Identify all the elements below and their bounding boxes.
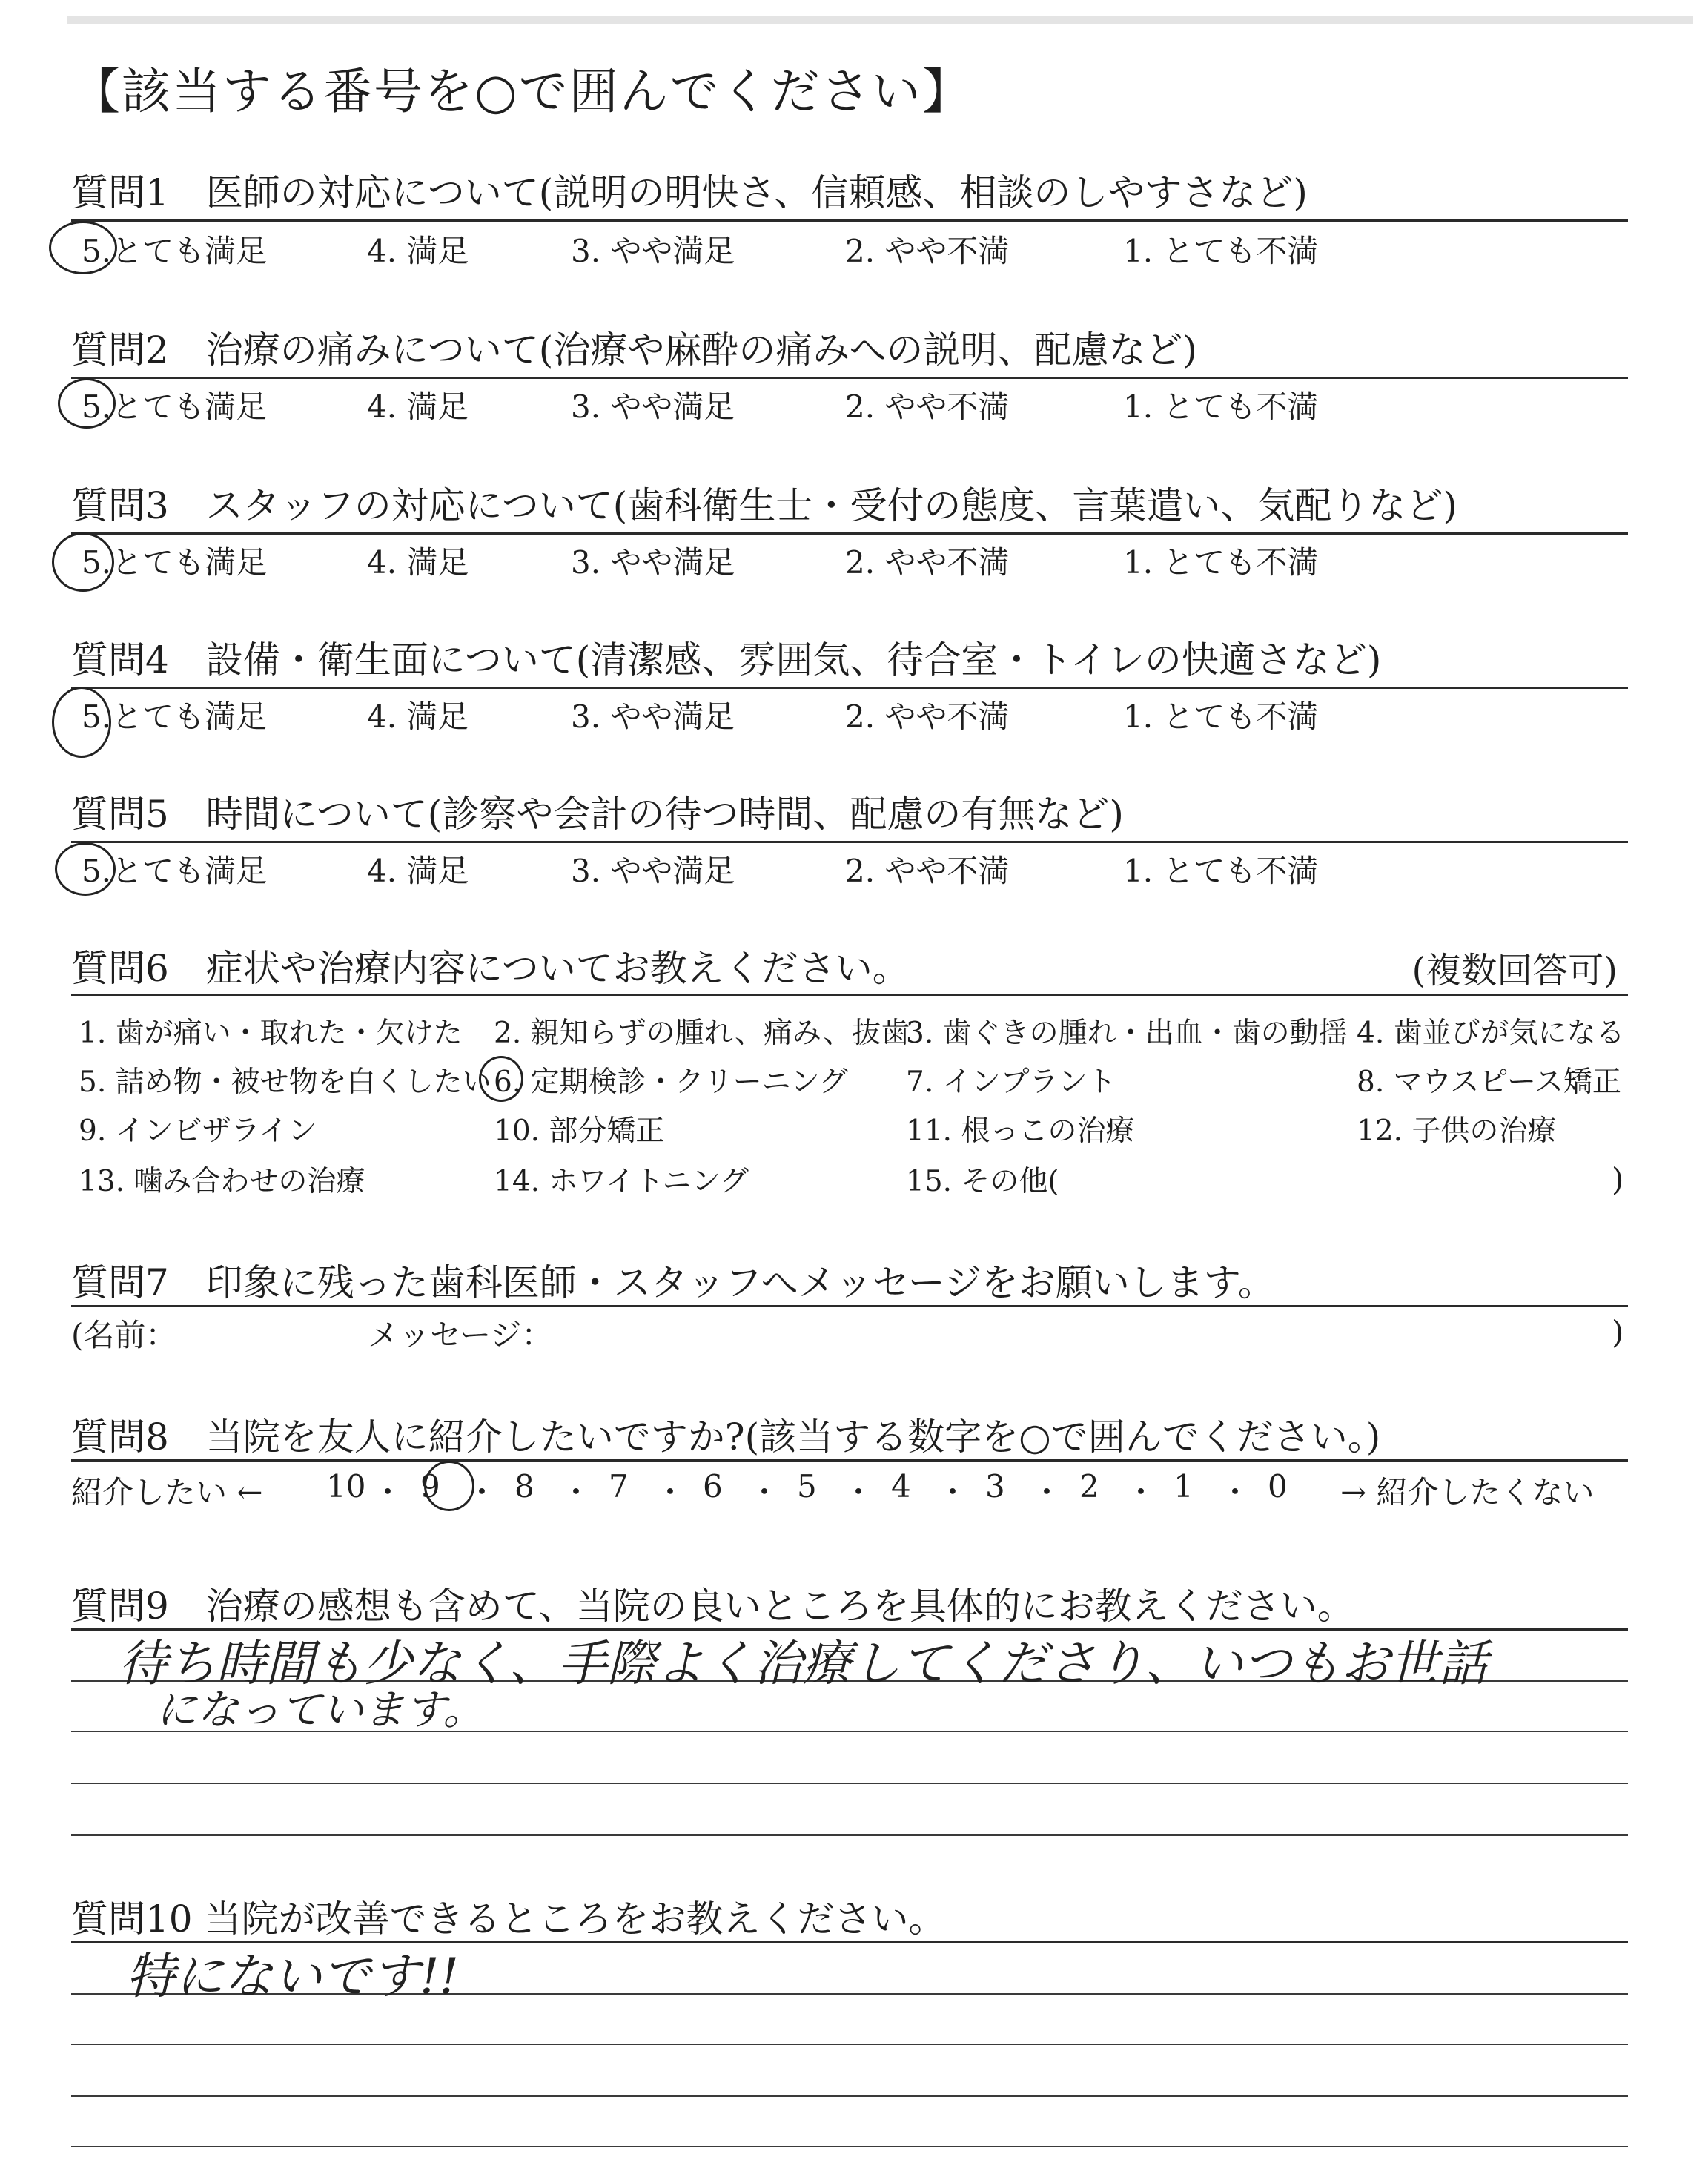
question-8-title: 質問8 当院を友人に紹介したいですか?(該当する数字を○で囲んでください。) xyxy=(71,1416,1381,1459)
q6-item-5[interactable]: 5. 詰め物・被せ物を白くしたい xyxy=(79,1066,491,1099)
question-5-title: 質問5 時間について(診察や会計の待つ時間、配慮の有無など) xyxy=(71,793,1124,836)
q1-option-4[interactable]: 4. 満足 xyxy=(367,233,469,269)
q6-item-13[interactable]: 13. 噛み合わせの治療 xyxy=(79,1165,365,1198)
q8-scale-separator: ・ xyxy=(1125,1474,1157,1510)
q6-item-1[interactable]: 1. 歯が痛い・取れた・欠けた xyxy=(79,1017,463,1050)
q8-scale-separator: ・ xyxy=(749,1474,781,1510)
question-2-rule xyxy=(71,377,1628,379)
q9-handwritten-answer-line-1[interactable]: 待ち時間も少なく、手際よく治療してくださり、いつもお世話 xyxy=(119,1635,1488,1692)
question-1-rule xyxy=(71,219,1628,222)
q6-item-11[interactable]: 11. 根っこの治療 xyxy=(906,1114,1135,1148)
question-4-title: 質問4 設備・衛生面について(清潔感、雰囲気、待合室・トイレの快適さなど) xyxy=(71,638,1382,681)
q8-scale-separator: ・ xyxy=(1031,1474,1063,1510)
question-6-title: 質問6 症状や治療内容についてお教えください。 xyxy=(71,947,910,990)
q8-left-label: 紹介したい ← xyxy=(71,1474,263,1510)
q1-option-3[interactable]: 3. やや満足 xyxy=(571,233,735,269)
q6-item-10[interactable]: 10. 部分矯正 xyxy=(494,1114,665,1148)
q8-scale-separator: ・ xyxy=(937,1474,969,1510)
q2-option-5[interactable]: 5.とても満足 xyxy=(82,389,268,425)
q4-option-3[interactable]: 3. やや満足 xyxy=(571,698,735,735)
q8-scale-separator: ・ xyxy=(1219,1474,1251,1510)
q6-item-6[interactable]: 6. 定期検診・クリーニング xyxy=(494,1066,848,1099)
question-8-rule xyxy=(71,1459,1628,1462)
q8-scale-value-6[interactable]: 6 xyxy=(703,1468,723,1505)
question-5-rule xyxy=(71,841,1628,843)
q8-scale-value-1[interactable]: 1 xyxy=(1174,1468,1194,1505)
q10-handwritten-answer[interactable]: 特にないです!! xyxy=(126,1948,460,2005)
question-9-rule-5 xyxy=(71,1834,1628,1836)
q8-scale-value-4[interactable]: 4 xyxy=(891,1468,911,1505)
question-1-title: 質問1 医師の対応について(説明の明快さ、信頼感、相談のしやすさなど) xyxy=(71,171,1308,214)
q3-option-4[interactable]: 4. 満足 xyxy=(367,544,469,581)
q8-scale-value-7[interactable]: 7 xyxy=(609,1468,629,1505)
q6-item-7[interactable]: 7. インプラント xyxy=(906,1066,1116,1099)
q5-option-3[interactable]: 3. やや満足 xyxy=(571,853,735,889)
q8-scale-value-5[interactable]: 5 xyxy=(797,1468,817,1505)
q9-handwritten-answer-line-2[interactable]: になっています。 xyxy=(156,1686,485,1734)
q1-option-2[interactable]: 2. やや不満 xyxy=(845,233,1010,269)
q8-scale-value-0[interactable]: 0 xyxy=(1268,1468,1288,1505)
q6-selection-circle xyxy=(479,1056,523,1102)
q1-selection-circle xyxy=(49,221,117,274)
q6-item-9[interactable]: 9. インビザライン xyxy=(79,1114,317,1148)
q6-item-2[interactable]: 2. 親知らずの腫れ、痛み、抜歯 xyxy=(494,1017,910,1050)
q3-option-1[interactable]: 1. とても不満 xyxy=(1123,544,1319,581)
question-6-rule xyxy=(71,994,1628,996)
q4-option-5[interactable]: 5.とても満足 xyxy=(82,698,268,735)
q7-close-paren: ) xyxy=(1612,1314,1624,1350)
question-4-rule xyxy=(71,687,1628,689)
q7-message-label[interactable]: メッセージ： xyxy=(368,1317,553,1353)
q8-scale-value-10[interactable]: 10 xyxy=(326,1468,366,1505)
q1-option-1[interactable]: 1. とても不満 xyxy=(1123,233,1319,269)
q8-selection-circle xyxy=(424,1461,474,1511)
q2-option-1[interactable]: 1. とても不満 xyxy=(1123,389,1319,425)
q6-item-12[interactable]: 12. 子供の治療 xyxy=(1357,1114,1557,1148)
q5-option-1[interactable]: 1. とても不満 xyxy=(1123,853,1319,889)
question-6-note: (複数回答可) xyxy=(1411,950,1618,991)
q5-selection-circle xyxy=(55,842,116,896)
question-9-rule-4 xyxy=(71,1783,1628,1784)
q3-option-5[interactable]: 5.とても満足 xyxy=(82,544,268,581)
q6-item-14[interactable]: 14. ホワイトニング xyxy=(494,1165,749,1198)
question-9-title: 質問9 治療の感想も含めて、当院の良いところを具体的にお教えください。 xyxy=(71,1585,1354,1628)
q3-option-3[interactable]: 3. やや満足 xyxy=(571,544,735,581)
question-10-rule-4 xyxy=(71,2095,1628,2097)
question-10-title: 質問10 当院が改善できるところをお教えください。 xyxy=(71,1898,946,1941)
q4-selection-circle xyxy=(52,687,111,758)
question-3-title: 質問3 スタッフの対応について(歯科衛生士・受付の態度、言葉遣い、気配りなど) xyxy=(71,484,1457,527)
q8-scale-value-3[interactable]: 3 xyxy=(985,1468,1005,1505)
q8-scale-separator: ・ xyxy=(372,1474,404,1510)
q6-item-15[interactable]: 15. その他( xyxy=(906,1165,1059,1198)
q3-option-2[interactable]: 2. やや不満 xyxy=(845,544,1010,581)
question-10-rule-3 xyxy=(71,2044,1628,2045)
q5-option-5[interactable]: 5.とても満足 xyxy=(82,853,268,889)
q2-option-3[interactable]: 3. やや満足 xyxy=(571,389,735,425)
question-10-rule-5 xyxy=(71,2146,1628,2147)
q8-scale-separator: ・ xyxy=(655,1474,686,1510)
page-top-edge xyxy=(67,16,1693,24)
q6-item-3[interactable]: 3. 歯ぐきの腫れ・出血・歯の動揺 xyxy=(906,1017,1348,1050)
question-7-title: 質問7 印象に残った歯科医師・スタッフへメッセージをお願いします。 xyxy=(71,1261,1275,1304)
q2-selection-circle xyxy=(58,378,116,429)
q8-scale-separator: ・ xyxy=(466,1474,498,1510)
q6-other-close-paren: ) xyxy=(1612,1161,1624,1198)
question-3-rule xyxy=(71,532,1628,535)
q5-option-4[interactable]: 4. 満足 xyxy=(367,853,469,889)
q5-option-2[interactable]: 2. やや不満 xyxy=(845,853,1010,889)
q8-scale-value-2[interactable]: 2 xyxy=(1079,1468,1099,1505)
form-header: 【該当する番号を○で囲んでください】 xyxy=(71,63,973,120)
q6-item-4[interactable]: 4. 歯並びが気になる xyxy=(1357,1017,1625,1050)
q7-name-label[interactable]: (名前： xyxy=(71,1317,177,1353)
q8-scale-separator: ・ xyxy=(560,1474,592,1510)
q2-option-2[interactable]: 2. やや不満 xyxy=(845,389,1010,425)
q1-option-5[interactable]: 5.とても満足 xyxy=(82,233,268,269)
question-2-title: 質問2 治療の痛みについて(治療や麻酔の痛みへの説明、配慮など) xyxy=(71,328,1197,371)
q4-option-2[interactable]: 2. やや不満 xyxy=(845,698,1010,735)
q8-scale-value-9[interactable]: 9 xyxy=(420,1468,440,1505)
q4-option-1[interactable]: 1. とても不満 xyxy=(1123,698,1319,735)
q4-option-4[interactable]: 4. 満足 xyxy=(367,698,469,735)
q8-scale-separator: ・ xyxy=(843,1474,875,1510)
question-7-rule xyxy=(71,1305,1628,1307)
q3-selection-circle xyxy=(52,532,114,592)
q8-right-label: → 紹介したくない xyxy=(1340,1474,1595,1510)
q6-item-8[interactable]: 8. マウスピース矯正 xyxy=(1357,1066,1621,1099)
q8-scale-value-8[interactable]: 8 xyxy=(514,1468,534,1505)
q2-option-4[interactable]: 4. 満足 xyxy=(367,389,469,425)
